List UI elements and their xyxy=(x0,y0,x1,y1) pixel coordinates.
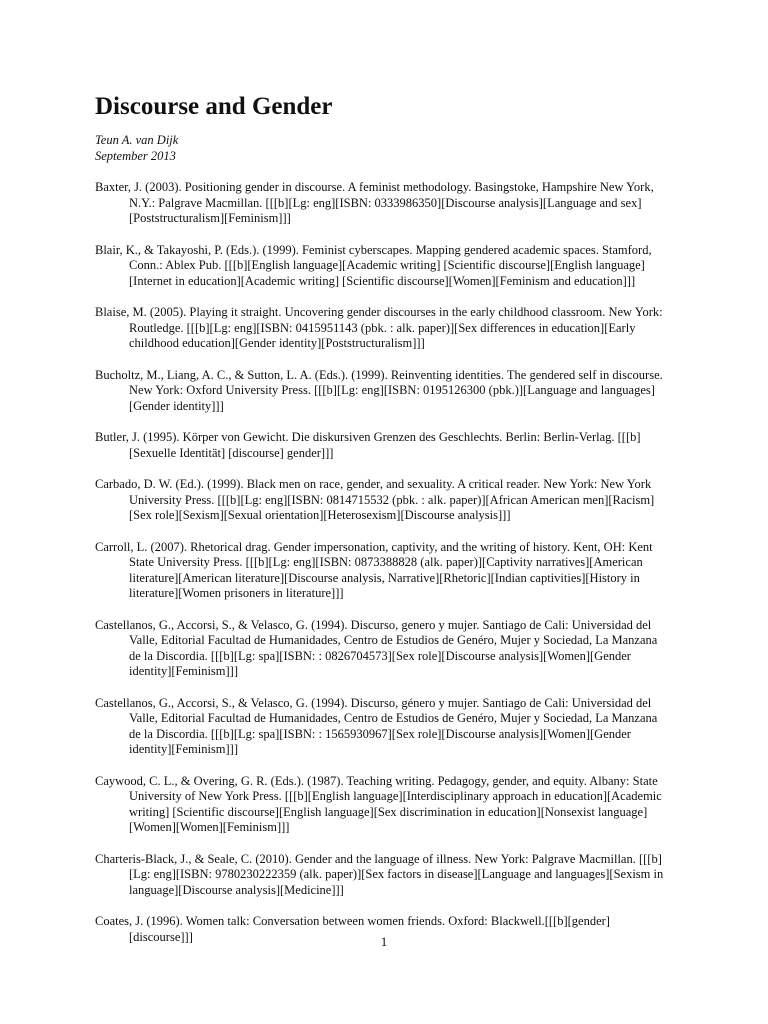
reference-line: [discourse]]] xyxy=(129,929,193,944)
reference-line: N.Y.: Palgrave Macmillan. [[[b][Lg: eng][ISBN: 0333986350][Discourse analysis][Language and sex] xyxy=(129,195,642,210)
page-number: 1 xyxy=(380,934,388,949)
reference-line: de la Discordia. [[[b][Lg: spa][ISBN: : 0826704573][Sex role][Discourse analysis][Women][Gender xyxy=(129,648,631,663)
reference-entry xyxy=(95,696,675,758)
reference-line: literature][American literature][Discourse analysis, Narrative][Rhetoric][Indian captivities][History in xyxy=(129,570,640,585)
reference-line: Butler, J. (1995). Körper von Gewicht. Die diskursiven Grenzen des Geschlechts. Berlin: Berlin-Verlag. [[[b] xyxy=(95,430,641,444)
reference-line: language][Discourse analysis][Medicine]]] xyxy=(129,882,344,897)
reference-line: literature][Women prisoners in literature]]] xyxy=(129,586,344,600)
reference-line: Blaise, M. (2005). Playing it straight. Uncovering gender discourses in the early childhood classroom. New York: xyxy=(95,305,663,319)
reference-entry xyxy=(95,305,675,352)
reference-line: Bucholtz, M., Liang, A. C., & Sutton, L. A. (Eds.). (1999). Reinventing identities. The gendered self in discourse. xyxy=(95,367,663,382)
reference-line: Conn.: Ablex Pub. [[[b][English language][Academic writing] [Scientific discourse][English language] xyxy=(129,258,645,272)
reference-line: Baxter, J. (2003). Positioning gender in discourse. A feminist methodology. Basingstoke, Hampshire New York, xyxy=(95,180,654,194)
author-line: Teun A. van Dijk xyxy=(95,133,179,147)
reference-line: Valle, Editorial Facultad de Humanidades, Centro de Estudios de Genéro, Mujer y Sociedad, La Manzana xyxy=(129,633,658,647)
reference-line: [Internet in education][Academic writing] [Scientific discourse][Women][Feminism and education]]] xyxy=(129,273,636,288)
reference-line: [Women][Women][Feminism]]] xyxy=(129,820,290,834)
reference-entry xyxy=(95,852,675,899)
document-title: Discourse and Gender xyxy=(95,93,333,120)
reference-entry xyxy=(95,618,675,680)
reference-line: Carroll, L. (2007). Rhetorical drag. Gender impersonation, captivity, and the writing of history. Kent, OH: Kent xyxy=(95,539,653,554)
reference-entry xyxy=(95,540,675,602)
reference-entry xyxy=(95,368,675,415)
reference-line: Valle, Editorial Facultad de Humanidades, Centro de Estudios de Genéro, Mujer y Sociedad, La Manzana xyxy=(129,711,658,725)
document-meta xyxy=(95,133,178,164)
reference-line: Charteris-Black, J., & Seale, C. (2010). Gender and the language of illness. New York: Palgrave Macmillan. [[[b] xyxy=(95,851,662,866)
reference-entry xyxy=(95,774,675,836)
reference-entry xyxy=(95,180,675,227)
reference-line: [Sex role][Sexism][Sexual orientation][Heterosexism][Discourse analysis]]] xyxy=(129,508,511,522)
reference-line: New York: Oxford University Press. [[[b][Lg: eng][ISBN: 0195126300 (pbk.)][Language and languages] xyxy=(129,383,655,397)
reference-line: Blair, K., & Takayoshi, P. (Eds.). (1999). Feminist cyberscapes. Mapping gendered academic spaces. Stamford, xyxy=(95,242,652,257)
reference-line: de la Discordia. [[[b][Lg: spa][ISBN: : 1565930967][Sex role][Discourse analysis][Women][Gender xyxy=(129,726,631,741)
reference-line: Castellanos, G., Accorsi, S., & Velasco, G. (1994). Discurso, genero y mujer. Santiago de Cali: Universidad del xyxy=(95,617,652,632)
date-line: September 2013 xyxy=(95,148,176,163)
reference-line: [Poststructuralism][Feminism]]] xyxy=(129,211,291,225)
reference-entry xyxy=(95,477,675,524)
reference-line: Carbado, D. W. (Ed.). (1999). Black men on race, gender, and sexuality. A critical reader. New York: New York xyxy=(95,477,652,491)
reference-line: University Press. [[[b][Lg: eng][ISBN: 0814715532 (pbk. : alk. paper)][African American men][Racism] xyxy=(129,492,655,507)
reference-entry xyxy=(95,243,675,290)
reference-line: University of New York Press. [[[b][English language][Interdisciplinary approach in education][Academic xyxy=(129,789,662,803)
reference-line: childhood education][Gender identity][Poststructuralism]]] xyxy=(129,336,425,350)
reference-line: [Sexuelle Identität] [discourse] gender]]] xyxy=(129,445,334,460)
reference-line: Caywood, C. L., & Overing, G. R. (Eds.). (1987). Teaching writing. Pedagogy, gender, and equity. Albany: State xyxy=(95,773,658,788)
reference-line: State University Press. [[[b][Lg: eng][ISBN: 0873388828 (alk. paper)][Captivity narratives][American xyxy=(129,555,643,569)
reference-list xyxy=(95,180,675,961)
reference-line: identity][Feminism]]] xyxy=(129,742,239,756)
reference-line: [Gender identity]]] xyxy=(129,398,224,413)
reference-line: [Lg: eng][ISBN: 9780230222359 (alk. paper)][Sex factors in disease][Language and languages][Sexism in xyxy=(129,867,664,881)
reference-line: identity][Feminism]]] xyxy=(129,664,239,678)
reference-line: writing] [Scientific discourse][English language][Sex discrimination in education][Nonsexist language] xyxy=(129,804,648,819)
reference-entry xyxy=(95,430,675,461)
reference-line: Coates, J. (1996). Women talk: Conversation between women friends. Oxford: Blackwell.[[[b][gender] xyxy=(95,914,610,928)
reference-line: Routledge. [[[b][Lg: eng][ISBN: 0415951143 (pbk. : alk. paper)][Sex differences in education][Early xyxy=(129,320,636,335)
reference-line: Castellanos, G., Accorsi, S., & Velasco, G. (1994). Discurso, género y mujer. Santiago de Cali: Universidad del xyxy=(95,695,652,710)
